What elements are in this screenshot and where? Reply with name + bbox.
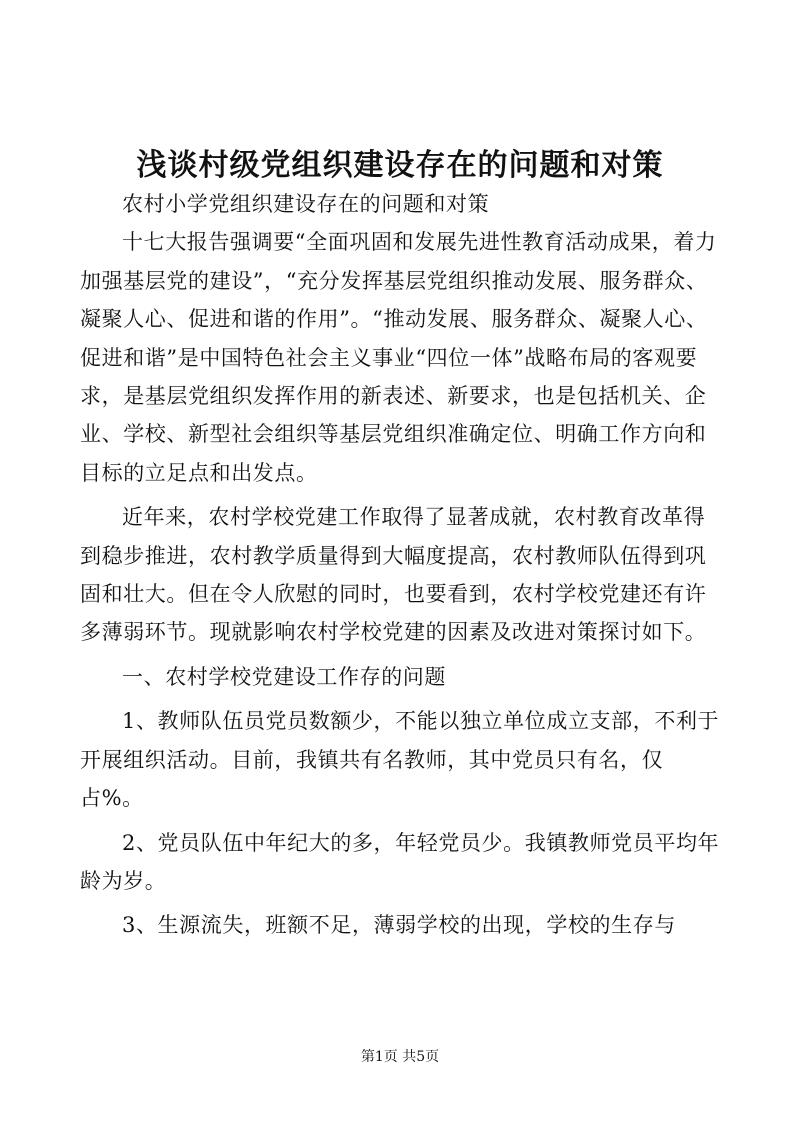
body-paragraph: 1、教师队伍员党员数额少，不能以独立单位成立支部，不利于开展组织活动。目前，我镇共有名教师，其中党员只有名，仅占%。: [80, 709, 720, 811]
body-paragraph: 2、党员队伍中年纪大的多，年轻党员少。我镇教师党员平均年龄为岁。: [80, 830, 720, 893]
body-paragraph: 近年来，农村学校党建工作取得了显著成就，农村教育改革得到稳步推进，农村教学质量得到大幅度提高，农村教师队伍得到巩固和壮大。但在令人欣慰的同时，也要看到，农村学校党建还有许多薄弱环节。现就影响农村学校党建的因素及改进对策探讨如下。: [80, 505, 707, 645]
document-title: 浅谈村级党组织建设存在的问题和对策: [136, 148, 664, 183]
document-body: [80, 185, 720, 951]
body-paragraph: 3、生源流失，班额不足，薄弱学校的出现，学校的生存与: [122, 913, 676, 938]
section-heading: 一、农村学校党建设工作存的问题: [122, 664, 446, 689]
body-paragraph: 十七大报告强调要“全面巩固和发展先进性教育活动成果，着力加强基层党的建设”，“充分发挥基层党组织推动发展、服务群众、凝聚人心、促进和谐的作用”。“推动发展、服务群众、凝聚人心、促进和谐”是中国特色社会主义事业“四位一体”战略布局的客观要求，是基层党组织发挥作用的新表述、新要求，也是包括机关、企业、学校、新型社会组织等基层党组织准确定位、明确工作方向和目标的立足点和出发点。: [80, 230, 717, 485]
page-footer: 第1页 共5页: [360, 1049, 440, 1065]
subtitle-paragraph: 农村小学党组织建设存在的问题和对策: [122, 192, 490, 216]
